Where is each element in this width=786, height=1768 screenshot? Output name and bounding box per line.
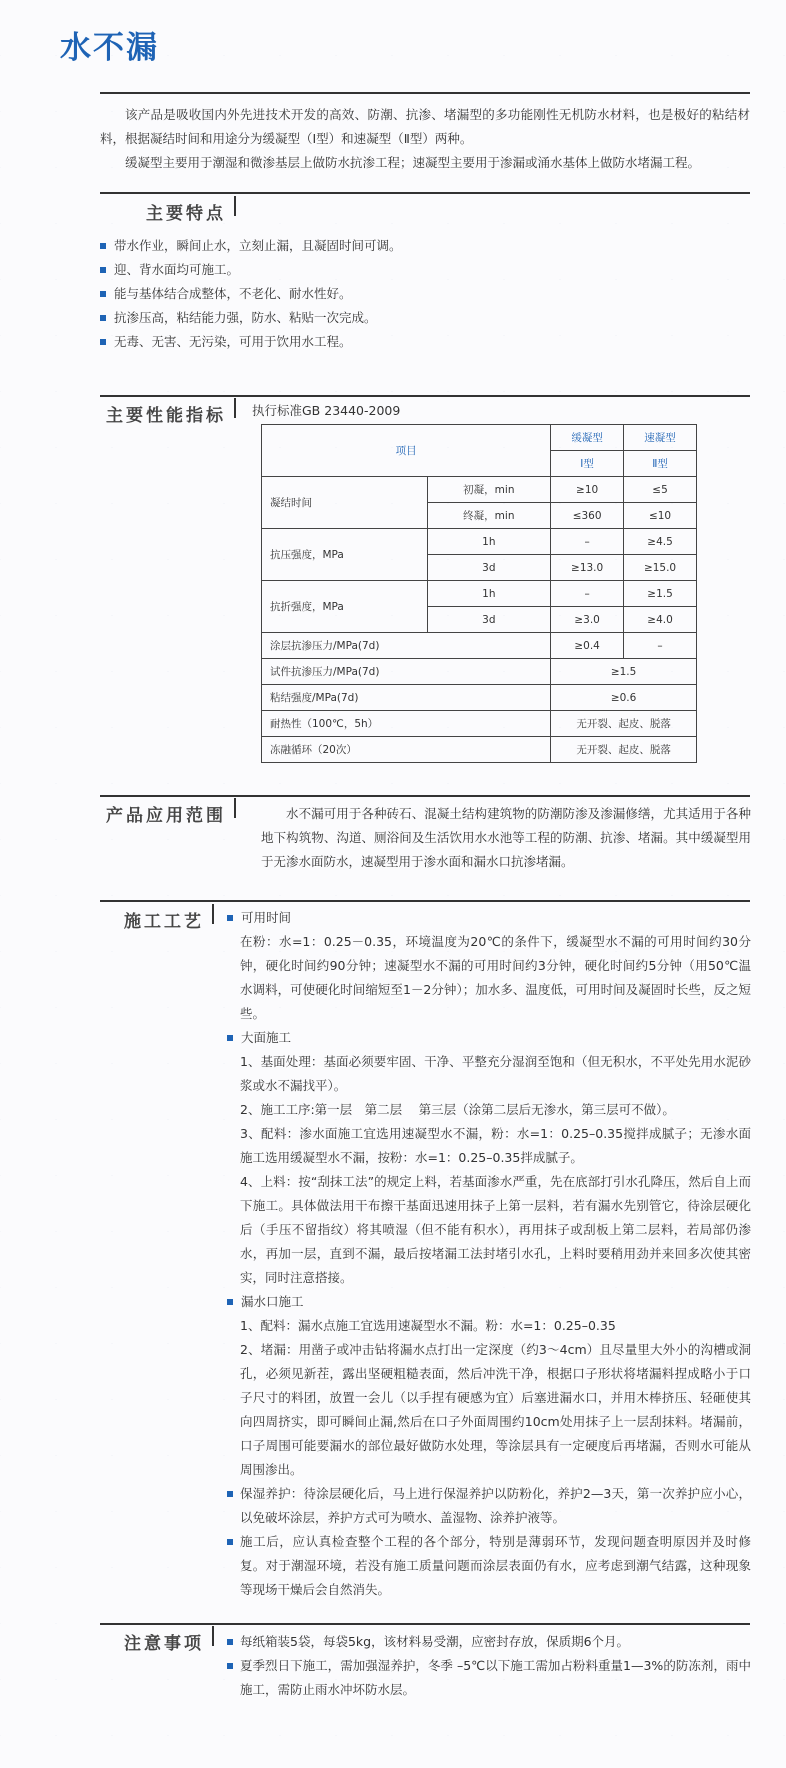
note-item: 夏季烈日下施工，需加强湿养护，冬季 –5℃以下施工需加占粉料重量1—3%的防冻剂，雨中施工，需防止雨水冲坏防水层。 — [227, 1654, 751, 1702]
table-header-fast: 速凝型 — [624, 425, 697, 451]
table-cell-value: ≤360 — [551, 503, 624, 529]
notes-section-title: 注意事项 — [124, 1634, 204, 1654]
surface-step-3: 3、配料：渗水面施工宜选用速凝型水不漏，粉：水=1：0.25–0.35搅拌成腻子；无渗水面施工选用缓凝型水不漏，按粉：水=1：0.25–0.35拌成腻子。 — [240, 1126, 751, 1165]
feature-item: 迎、背水面均可施工。 — [100, 258, 750, 282]
table-row — [262, 425, 697, 451]
table-row — [262, 685, 697, 711]
table-header-fast-sub: Ⅱ型 — [624, 451, 697, 477]
surface-step-1: 1、基面处理：基面必须要牢固、干净、平整充分湿润至饱和（但无积水，不平处先用水泥砂浆或水不漏找平）。 — [240, 1054, 751, 1093]
table-row — [262, 633, 697, 659]
table-cell-label: 抗折强度，MPa — [262, 581, 428, 633]
table-cell-value: ≤10 — [624, 503, 697, 529]
notes-top-rule — [100, 1623, 750, 1625]
table-cell-value: ≥4.5 — [624, 529, 697, 555]
table-cell-value: – — [624, 633, 697, 659]
construction-title-bar — [212, 904, 214, 924]
construction-content — [227, 906, 751, 1602]
surface-step-4: 4、上料：按“刮抹工法”的规定上料，若基面渗水严重，先在底部打引水孔降压，然后自上而下施工。具体做法用干布擦干基面迅速用抹子上第一层料，若有漏水先别管它，待涂层硬化后（手压不留指纹）将其喷湿（但不能有积水），再用抹子或刮板上第二层料，若局部仍渗水，再加一层，直到不漏，最后按堵漏工法封堵引水孔，上料时要稍用劲并来回多次使其密实，同时注意搭接。 — [240, 1174, 751, 1285]
table-cell-value: ≥3.0 — [551, 607, 624, 633]
inspection-text: 施工后，应认真检查整个工程的各个部分，特别是薄弱环节，发现问题查明原因并及时修复。对于潮湿环境，若没有施工质量问题而涂层表面仍有水，应考虑到潮气结露，这种现象等现场干燥后会自然消失。 — [227, 1530, 751, 1602]
table-cell-label: 凝结时间 — [262, 477, 428, 529]
usable-time-text: 在粉：水=1：0.25－0.35，环境温度为20℃的条件下，缓凝型水不漏的可用时间约30分钟，硬化时间约90分钟；速凝型水不漏的可用时间约3分钟，硬化时间约5分钟（用50℃温水调料，可使硬化时间缩短至1－2分钟）；加水多、温度低，可用时间及凝固时长些，反之短些。 — [240, 934, 751, 1021]
table-cell-label: 抗压强度，MPa — [262, 529, 428, 581]
performance-section-title: 主要性能指标 — [106, 406, 226, 426]
usable-time-heading: 可用时间 — [227, 906, 751, 930]
features-top-rule — [100, 192, 750, 194]
table-row — [262, 711, 697, 737]
table-cell-label: 试件抗渗压力/MPa(7d) — [262, 659, 551, 685]
table-cell-value: ≥15.0 — [624, 555, 697, 581]
table-cell-label: 涂层抗渗压力/MPa(7d) — [262, 633, 551, 659]
table-cell-label: 冻融循环（20次） — [262, 737, 551, 763]
table-cell-value: ≥13.0 — [551, 555, 624, 581]
performance-table — [261, 424, 697, 763]
performance-top-rule — [100, 395, 750, 397]
application-top-rule — [100, 795, 750, 797]
table-header-slow: 缓凝型 — [551, 425, 624, 451]
features-section-title: 主要特点 — [146, 204, 226, 224]
leak-heading: 漏水口施工 — [227, 1290, 751, 1314]
feature-item: 抗渗压高，粘结能力强，防水、粘贴一次完成。 — [100, 306, 750, 330]
table-cell-sub: 3d — [427, 555, 551, 581]
table-cell-value: ≥4.0 — [624, 607, 697, 633]
leak-step-2: 2、堵漏：用凿子或冲击钻将漏水点打出一定深度（约3～4cm）且尽量里大外小的沟槽或洞孔，必须见新茬，露出坚硬粗糙表面，然后冲洗干净，根据口子形状将堵漏料捏成略小于口子尺寸的料团，放置一会儿（以手捏有硬感为宜）后塞进漏水口，并用木棒挤压、轻砸使其向四周挤实，即可瞬间止漏,然后在口子外面周围约10cm处用抹子上一层刮抹料。堵漏前，口子周围可能要漏水的部位最好做防水处理，等涂层具有一定硬度后再堵漏，否则水可能从周围渗出。 — [240, 1342, 751, 1477]
table-cell-value: ≥1.5 — [551, 659, 697, 685]
application-title-bar — [234, 798, 236, 818]
notes-title-bar — [212, 1626, 214, 1646]
table-cell-sub: 1h — [427, 529, 551, 555]
note-item: 每纸箱装5袋，每袋5kg，该材料易受潮，应密封存放，保质期6个月。 — [227, 1630, 751, 1654]
table-cell-label: 粘结强度/MPa(7d) — [262, 685, 551, 711]
surface-step-2: 2、施工工序:第一层 第二层 第三层（涂第二层后无渗水，第三层可不做）。 — [240, 1102, 675, 1117]
features-title-bar — [234, 196, 236, 216]
table-cell-value: ≥10 — [551, 477, 624, 503]
table-cell-value: – — [551, 529, 624, 555]
feature-item: 带水作业，瞬间止水，立刻止漏，且凝固时间可调。 — [100, 234, 750, 258]
application-section-title: 产品应用范围 — [106, 806, 226, 826]
notes-content — [227, 1630, 751, 1702]
table-cell-sub: 1h — [427, 581, 551, 607]
table-cell-sub: 初凝，min — [427, 477, 551, 503]
feature-item: 能与基体结合成整体，不老化、耐水性好。 — [100, 282, 750, 306]
table-row — [262, 737, 697, 763]
construction-section-title: 施工工艺 — [124, 912, 204, 932]
curing-text: 保湿养护：待涂层硬化后，马上进行保湿养护以防粉化，养护2—3天，第一次养护应小心，以免破坏涂层，养护方式可为喷水、盖湿物、涂养护液等。 — [227, 1482, 751, 1530]
intro-paragraph-2: 缓凝型主要用于潮湿和微渗基层上做防水抗渗工程；速凝型主要用于渗漏或涌水基体上做防水堵漏工程。 — [125, 155, 701, 170]
table-row — [262, 581, 697, 607]
intro-top-rule — [100, 92, 750, 94]
table-cell-value: 无开裂、起皮、脱落 — [551, 737, 697, 763]
application-text: 水不漏可用于各种砖石、混凝土结构建筑物的防潮防渗及渗漏修缮，尤其适用于各种地下构筑物、沟道、厕浴间及生活饮用水水池等工程的防潮、抗渗、堵漏。其中缓凝型用于无渗水面防水，速凝型用于渗水面和漏水口抗渗堵漏。 — [261, 806, 751, 869]
table-cell-value: ≤5 — [624, 477, 697, 503]
table-cell-sub: 3d — [427, 607, 551, 633]
table-row — [262, 659, 697, 685]
table-cell-value: 无开裂、起皮、脱落 — [551, 711, 697, 737]
intro-paragraph-1: 该产品是吸收国内外先进技术开发的高效、防潮、抗渗、堵漏型的多功能刚性无机防水材料，也是极好的粘结材料，根据凝结时间和用途分为缓凝型（Ⅰ型）和速凝型（Ⅱ型）两种。 — [100, 107, 750, 146]
table-cell-value: ≥1.5 — [624, 581, 697, 607]
table-row — [262, 529, 697, 555]
surface-heading: 大面施工 — [227, 1026, 751, 1050]
table-header-item: 项目 — [262, 425, 551, 477]
table-cell-value: – — [551, 581, 624, 607]
table-cell-value: ≥0.4 — [551, 633, 624, 659]
standard-text: 执行标准GB 23440-2009 — [252, 403, 401, 418]
performance-title-bar — [234, 398, 236, 418]
feature-item: 无毒、无害、无污染，可用于饮用水工程。 — [100, 330, 750, 354]
table-row — [262, 477, 697, 503]
table-header-slow-sub: Ⅰ型 — [551, 451, 624, 477]
leak-step-1: 1、配料：漏水点施工宜选用速凝型水不漏。粉：水=1：0.25–0.35 — [240, 1318, 616, 1333]
page-title: 水不漏 — [60, 30, 159, 66]
table-cell-sub: 终凝，min — [427, 503, 551, 529]
table-cell-value: ≥0.6 — [551, 685, 697, 711]
construction-top-rule — [100, 900, 750, 902]
table-cell-label: 耐热性（100℃，5h） — [262, 711, 551, 737]
features-list — [100, 234, 750, 354]
